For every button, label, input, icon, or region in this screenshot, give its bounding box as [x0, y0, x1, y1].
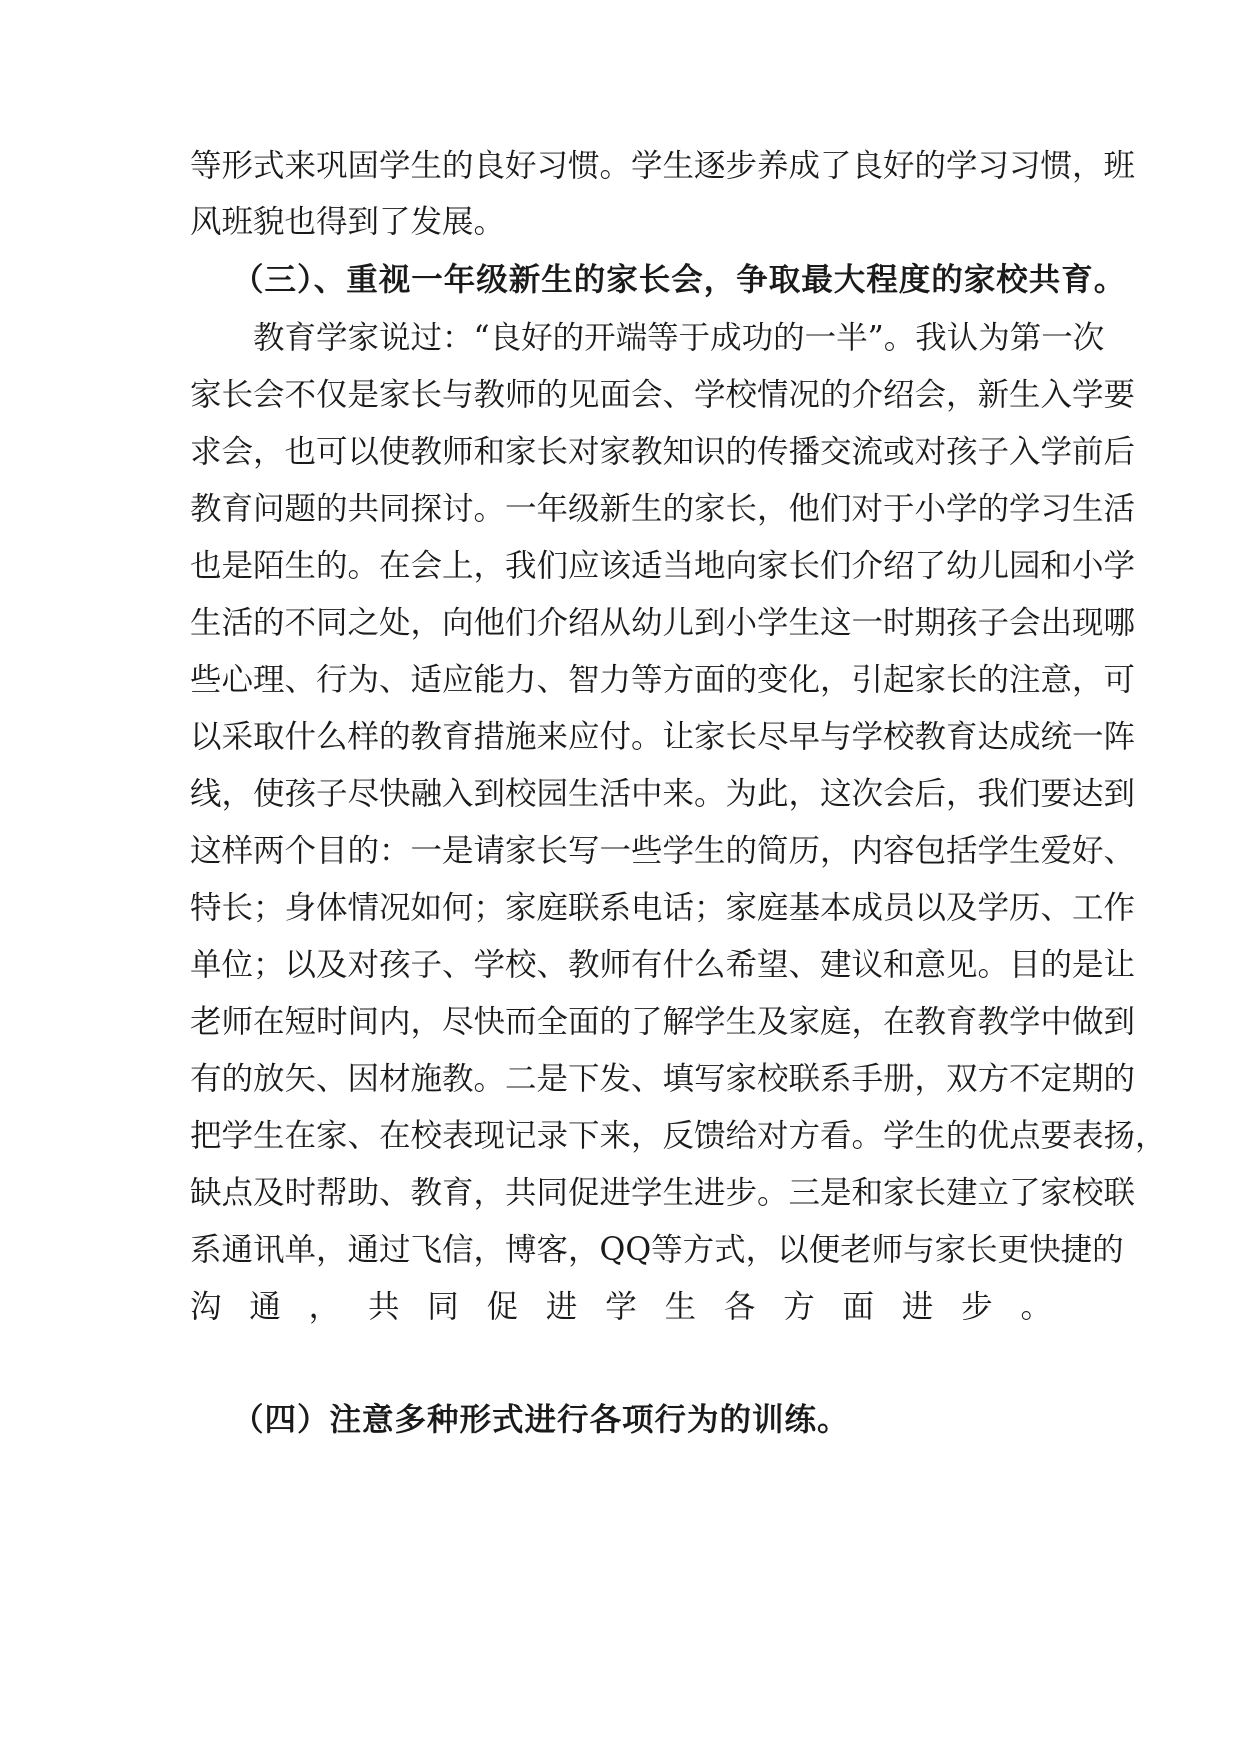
- paragraph-1-line-1: 等形式来巩固学生的良好习惯。学生逐步养成了良好的学习习惯，班: [190, 148, 1136, 184]
- section-heading-3: （三）、重视一年级新生的家长会，争取最大程度的家校共育。: [232, 262, 1127, 298]
- paragraph-2-line-18: 沟通，共同促进学生各方面进步。: [190, 1289, 1052, 1325]
- paragraph-2-line-8: 以采取什么样的教育措施来应付。让家长尽早与学校教育达成统一阵: [190, 719, 1136, 755]
- paragraph-2-line-13: 老师在短时间内，尽快而全面的了解学生及家庭，在教育教学中做到: [190, 1004, 1136, 1040]
- paragraph-1-line-2: 风班貌也得到了发展。: [190, 204, 506, 240]
- paragraph-2-line-11: 特长；身体情况如何；家庭联系电话；家庭基本成员以及学历、工作: [190, 890, 1136, 926]
- paragraph-2-line-6: 生活的不同之处，向他们介绍从幼儿到小学生这一时期孩子会出现哪: [190, 605, 1136, 641]
- section-heading-4: （四）注意多种形式进行各项行为的训练。: [232, 1402, 850, 1438]
- paragraph-2-line-19: [190, 1344, 1052, 1384]
- paragraph-2-line-16: 缺点及时帮助、教育，共同促进学生进步。三是和家长建立了家校联: [190, 1175, 1136, 1211]
- paragraph-2-line-5: 也是陌生的。在会上，我们应该适当地向家长们介绍了幼儿园和小学: [190, 548, 1136, 584]
- paragraph-2-line-4: 教育问题的共同探讨。一年级新生的家长，他们对于小学的学习生活: [190, 491, 1136, 527]
- paragraph-2-line-17: 系通讯单，通过飞信，博客，QQ等方式，以便老师与家长更快捷的: [190, 1232, 1124, 1268]
- paragraph-2-line-15: 把学生在家、在校表现记录下来，反馈给对方看。学生的优点要表扬，: [190, 1118, 1167, 1154]
- paragraph-2-line-7: 些心理、行为、适应能力、智力等方面的变化，引起家长的注意，可: [190, 662, 1136, 698]
- paragraph-2-line-14: 有的放矢、因材施教。二是下发、填写家校联系手册，双方不定期的: [190, 1061, 1136, 1097]
- paragraph-2-line-12: 单位；以及对孩子、学校、教师有什么希望、建议和意见。目的是让: [190, 947, 1136, 983]
- paragraph-2-line-3: 求会，也可以使教师和家长对家教知识的传播交流或对孩子入学前后: [190, 434, 1136, 470]
- paragraph-2-line-10: 这样两个目的：一是请家长写一些学生的简历，内容包括学生爱好、: [190, 833, 1136, 869]
- paragraph-2-line-9: 线，使孩子尽快融入到校园生活中来。为此，这次会后，我们要达到: [190, 776, 1136, 812]
- paragraph-2-line-2: 家长会不仅是家长与教师的见面会、学校情况的介绍会，新生入学要: [190, 377, 1136, 413]
- paragraph-2-line-1: 教育学家说过：“良好的开端等于成功的一半”。我认为第一次: [253, 320, 1105, 356]
